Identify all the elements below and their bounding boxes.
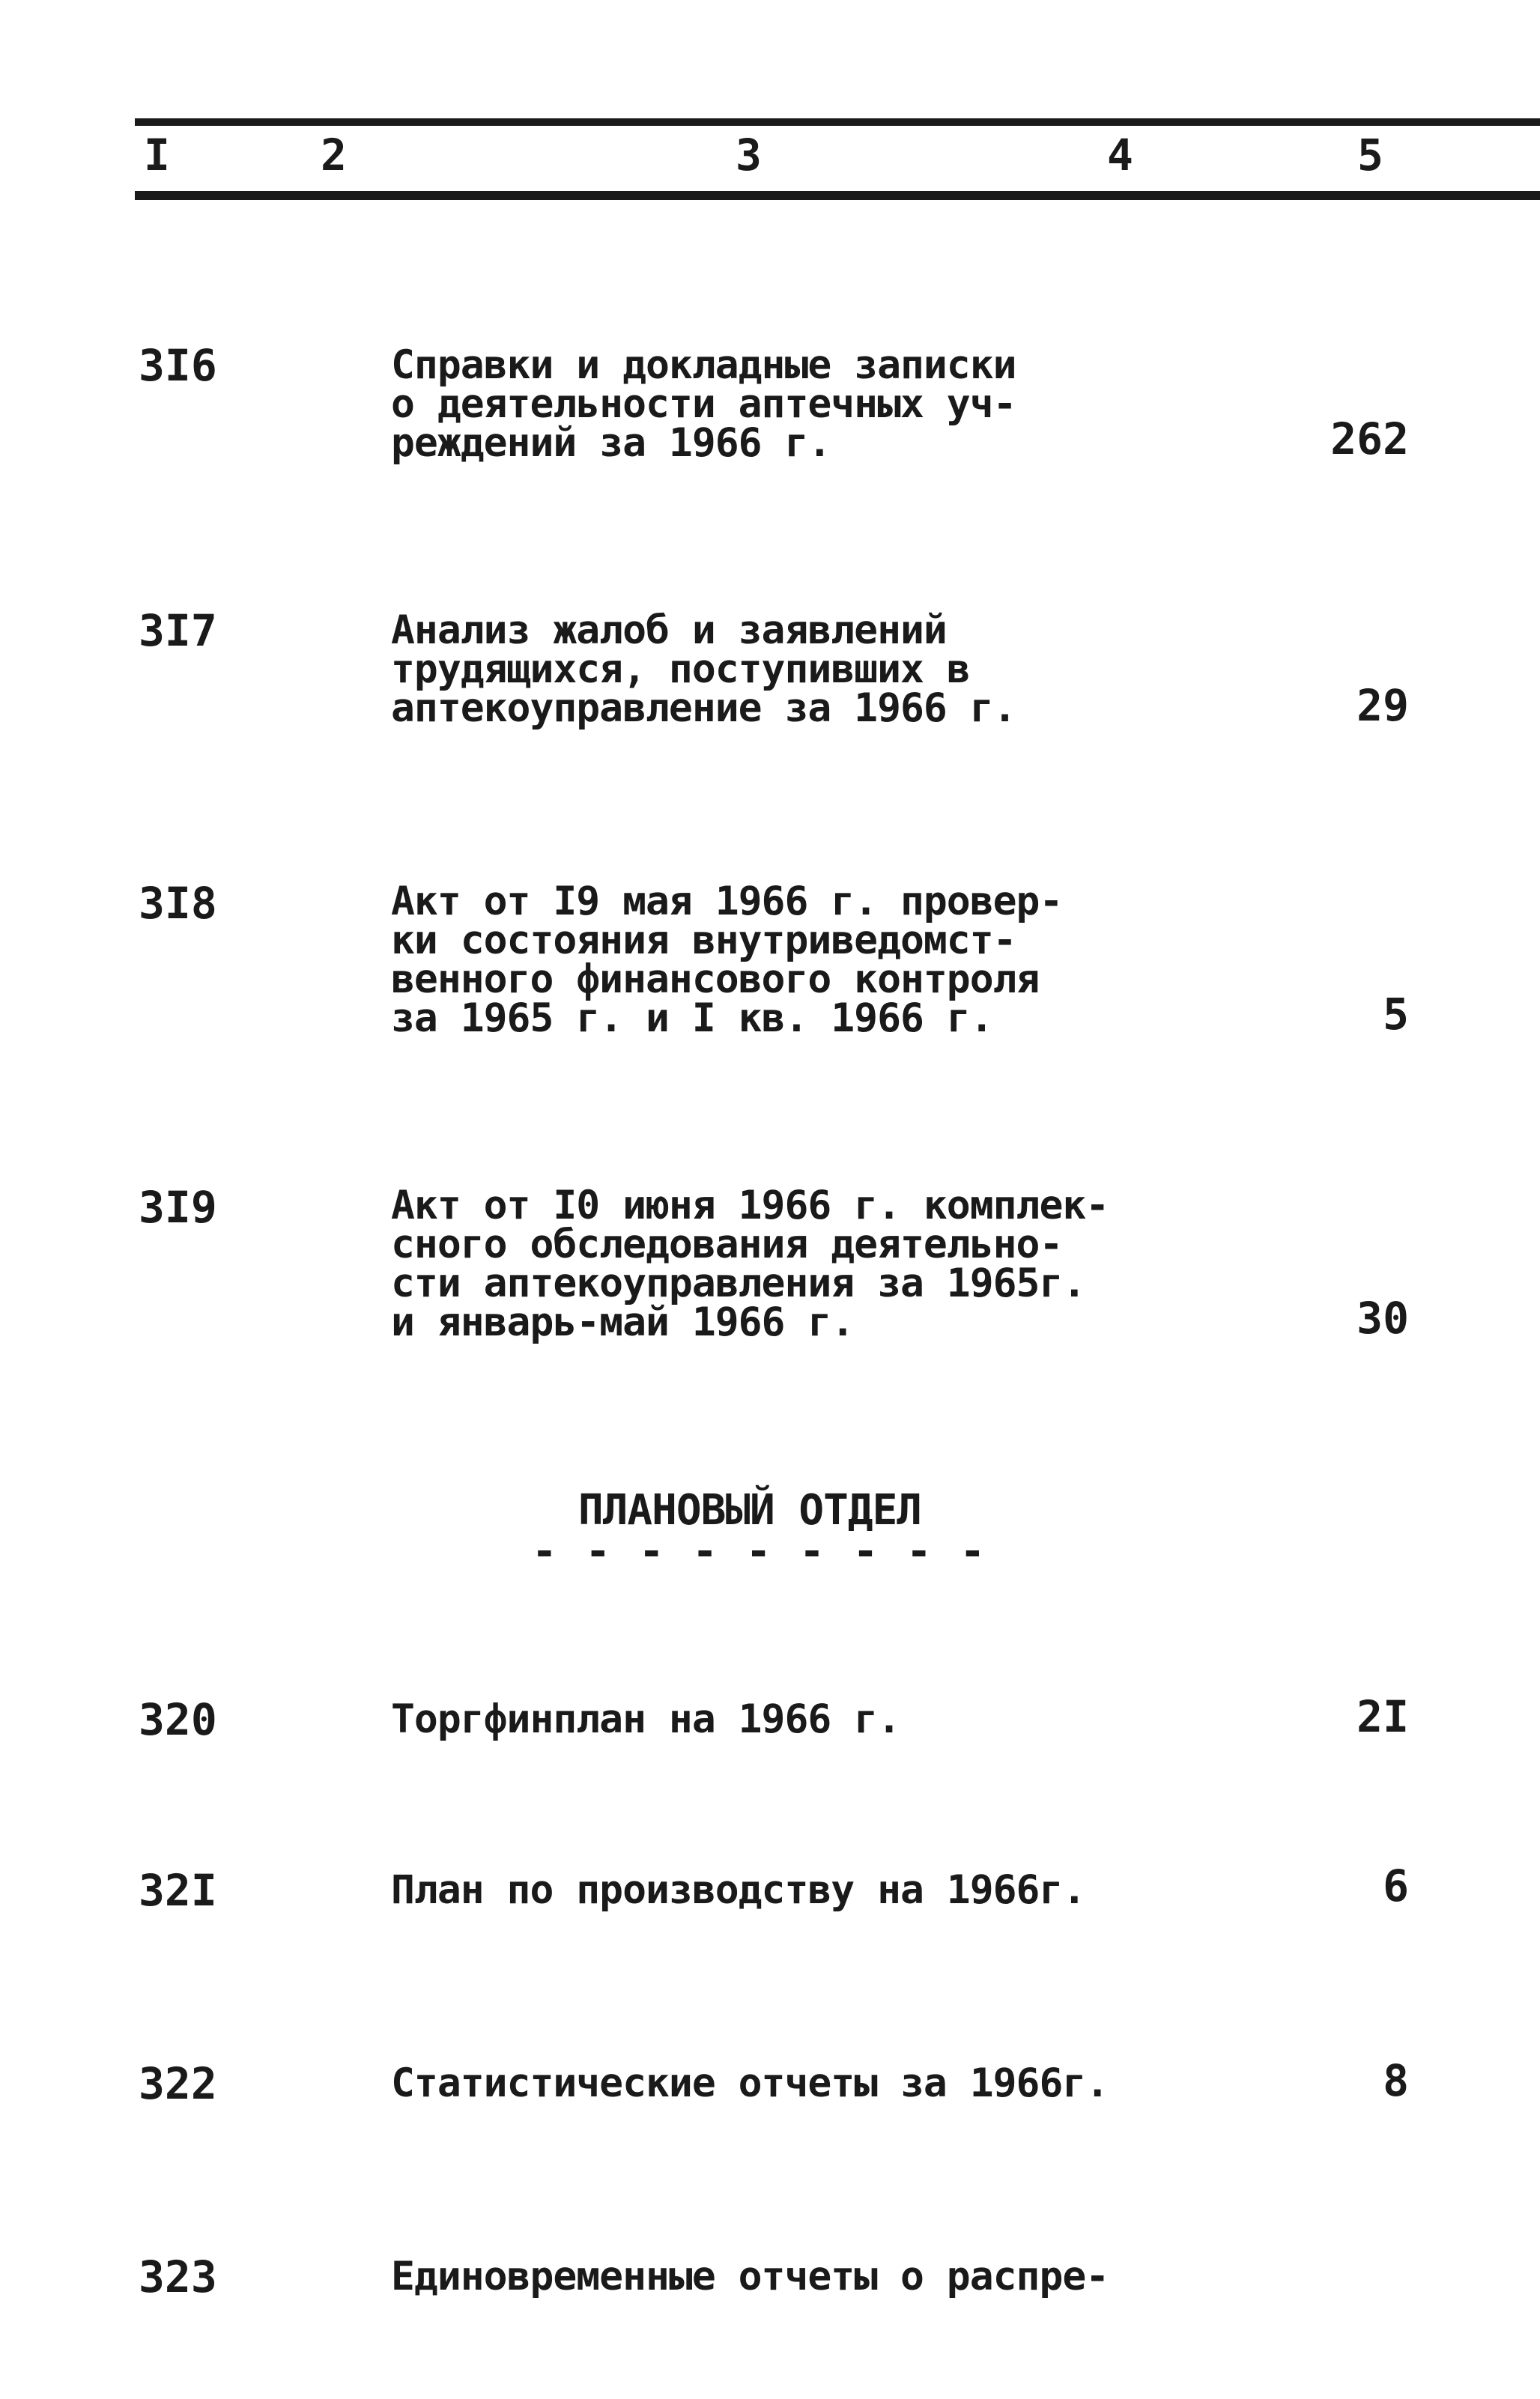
row-number: 320 [139,1694,217,1745]
row-number: 3I6 [139,340,217,391]
row-title: Единовременные отчеты о распре- [391,2254,1109,2299]
row-sheet-count: 30 [1356,1293,1409,1344]
section-title: ПЛАНОВЫЙ ОТДЕЛ [578,1486,922,1535]
row-title: Торгфинплан на 1966 г. [391,1696,900,1742]
row-sheet-count: 6 [1383,1860,1409,1911]
row-number: 32I [139,1865,217,1916]
row-title: Акт от I0 июня 1966 г. комплек- сного обследования деятельно- сти аптекоуправления за 1965г. и январь-май 1966 г. [391,1183,1109,1345]
row-number: 322 [139,2058,217,2109]
row-sheet-count: 8 [1383,2055,1409,2106]
row-title: Статистические отчеты за 1966г. [391,2060,1109,2106]
row-title: Анализ жалоб и заявлений трудящихся, поступивших в аптекоуправление за 1966 г. [391,607,1016,731]
row-title: Акт от I9 мая 1966 г. провер- ки состояния внутриведомст- венного финансового контроля за 1965 г. и I кв. 1966 г. [391,879,1063,1041]
section-underline: - - - - - - - - - [532,1527,987,1576]
row-number: 3I7 [139,605,217,656]
row-sheet-count: 2I [1356,1691,1409,1742]
row-sheet-count: 5 [1383,989,1409,1040]
row-title: План по производству на 1966г. [391,1867,1086,1913]
column-header-2: 2 [321,130,347,181]
header-bottom-rule [135,191,1540,200]
row-sheet-count: 262 [1330,413,1409,464]
row-number: 3I9 [139,1182,217,1233]
row-title: Справки и докладные записки о деятельности аптечных уч- реждений за 1966 г. [391,342,1016,466]
row-number: 3I8 [139,878,217,929]
row-number: 323 [139,2251,217,2302]
column-header-1: I [144,130,170,181]
column-header-3: 3 [736,130,762,181]
column-header-4: 4 [1107,130,1133,181]
header-top-rule [135,118,1540,126]
row-sheet-count: 29 [1356,680,1409,731]
column-header-5: 5 [1357,130,1383,181]
